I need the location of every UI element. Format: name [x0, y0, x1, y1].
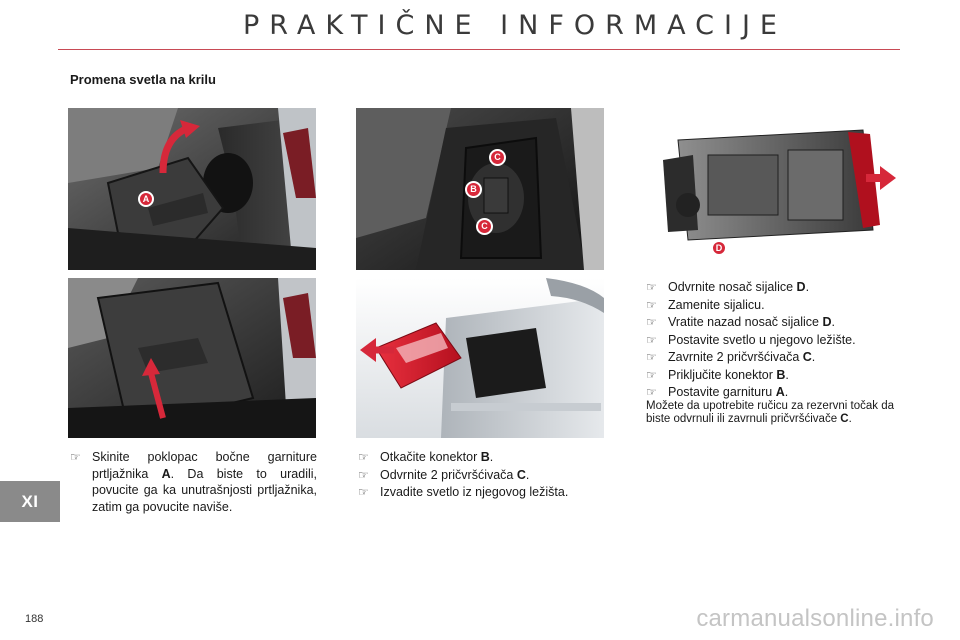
bullet-hand-icon: ☞ — [646, 297, 657, 312]
list-item: ☞ Izvadite svetlo iz njegovog ležišta. — [358, 485, 569, 499]
callout-c-upper: C — [489, 149, 506, 166]
title-rule — [58, 49, 900, 50]
callout-a-top: A — [138, 191, 154, 207]
column2-instructions — [358, 449, 608, 502]
column1-instructions — [70, 449, 317, 516]
watermark: carmanualsonline.info — [696, 605, 934, 632]
list-item: ☞ Otkačite konektor B. — [358, 450, 494, 464]
list-item: ☞ Postavite garnituru A. — [646, 385, 789, 399]
callout-c-lower: C — [476, 218, 493, 235]
list-item: ☞ Odvrnite 2 pričvršćivača C. — [358, 467, 530, 482]
column3-instructions — [646, 279, 896, 402]
photo-taillight-bulb-holder — [648, 120, 896, 265]
list-item: ☞ Odvrnite nosač sijalice D. — [646, 280, 810, 294]
bullet-hand-icon: ☞ — [646, 315, 657, 329]
list-item: ☞ Priključite konektor B. — [646, 367, 789, 382]
callout-d: D — [711, 240, 727, 256]
photo-trunk-panel-pull-up — [68, 278, 316, 438]
list-item: ☞ Skinite poklopac bočne garniture prtljažnika A. Da biste to uradili, povucite ga ka unutrašnjosti prtljažnika, zatim ga povucite naviše. — [70, 450, 317, 514]
photo-trunk-panel-removal — [68, 108, 316, 270]
bullet-hand-icon: ☞ — [646, 350, 657, 364]
bullet-hand-icon: ☞ — [358, 485, 369, 499]
section-heading: Promena svetla na krilu — [70, 72, 216, 87]
bullet-hand-icon: ☞ — [358, 450, 369, 464]
list-item: ☞ Postavite svetlo u njegovo ležište. — [646, 332, 856, 347]
tip-note: Možete da upotrebite ručicu za rezervni točak da biste odvrnuli ili zavrnuli pričvršćivače C. — [646, 400, 895, 425]
chapter-tab: XI — [0, 481, 60, 522]
list-item: ☞ Zamenite sijalicu. — [646, 297, 765, 312]
list-item: ☞ Zavrnite 2 pričvršćivača C. — [646, 350, 816, 364]
page-number: 188 — [25, 613, 44, 625]
bullet-hand-icon: ☞ — [646, 280, 657, 294]
bullet-hand-icon: ☞ — [646, 367, 657, 382]
list-item: ☞ Vratite nazad nosač sijalice D. — [646, 315, 835, 329]
photo-taillight-removal — [356, 278, 604, 438]
bullet-hand-icon: ☞ — [70, 450, 81, 464]
callout-b: B — [465, 181, 482, 198]
bullet-hand-icon: ☞ — [646, 332, 657, 347]
bullet-hand-icon: ☞ — [646, 385, 657, 399]
page-title: PRAKTIČNE INFORMACIJE — [242, 10, 787, 41]
bullet-hand-icon: ☞ — [358, 467, 369, 482]
